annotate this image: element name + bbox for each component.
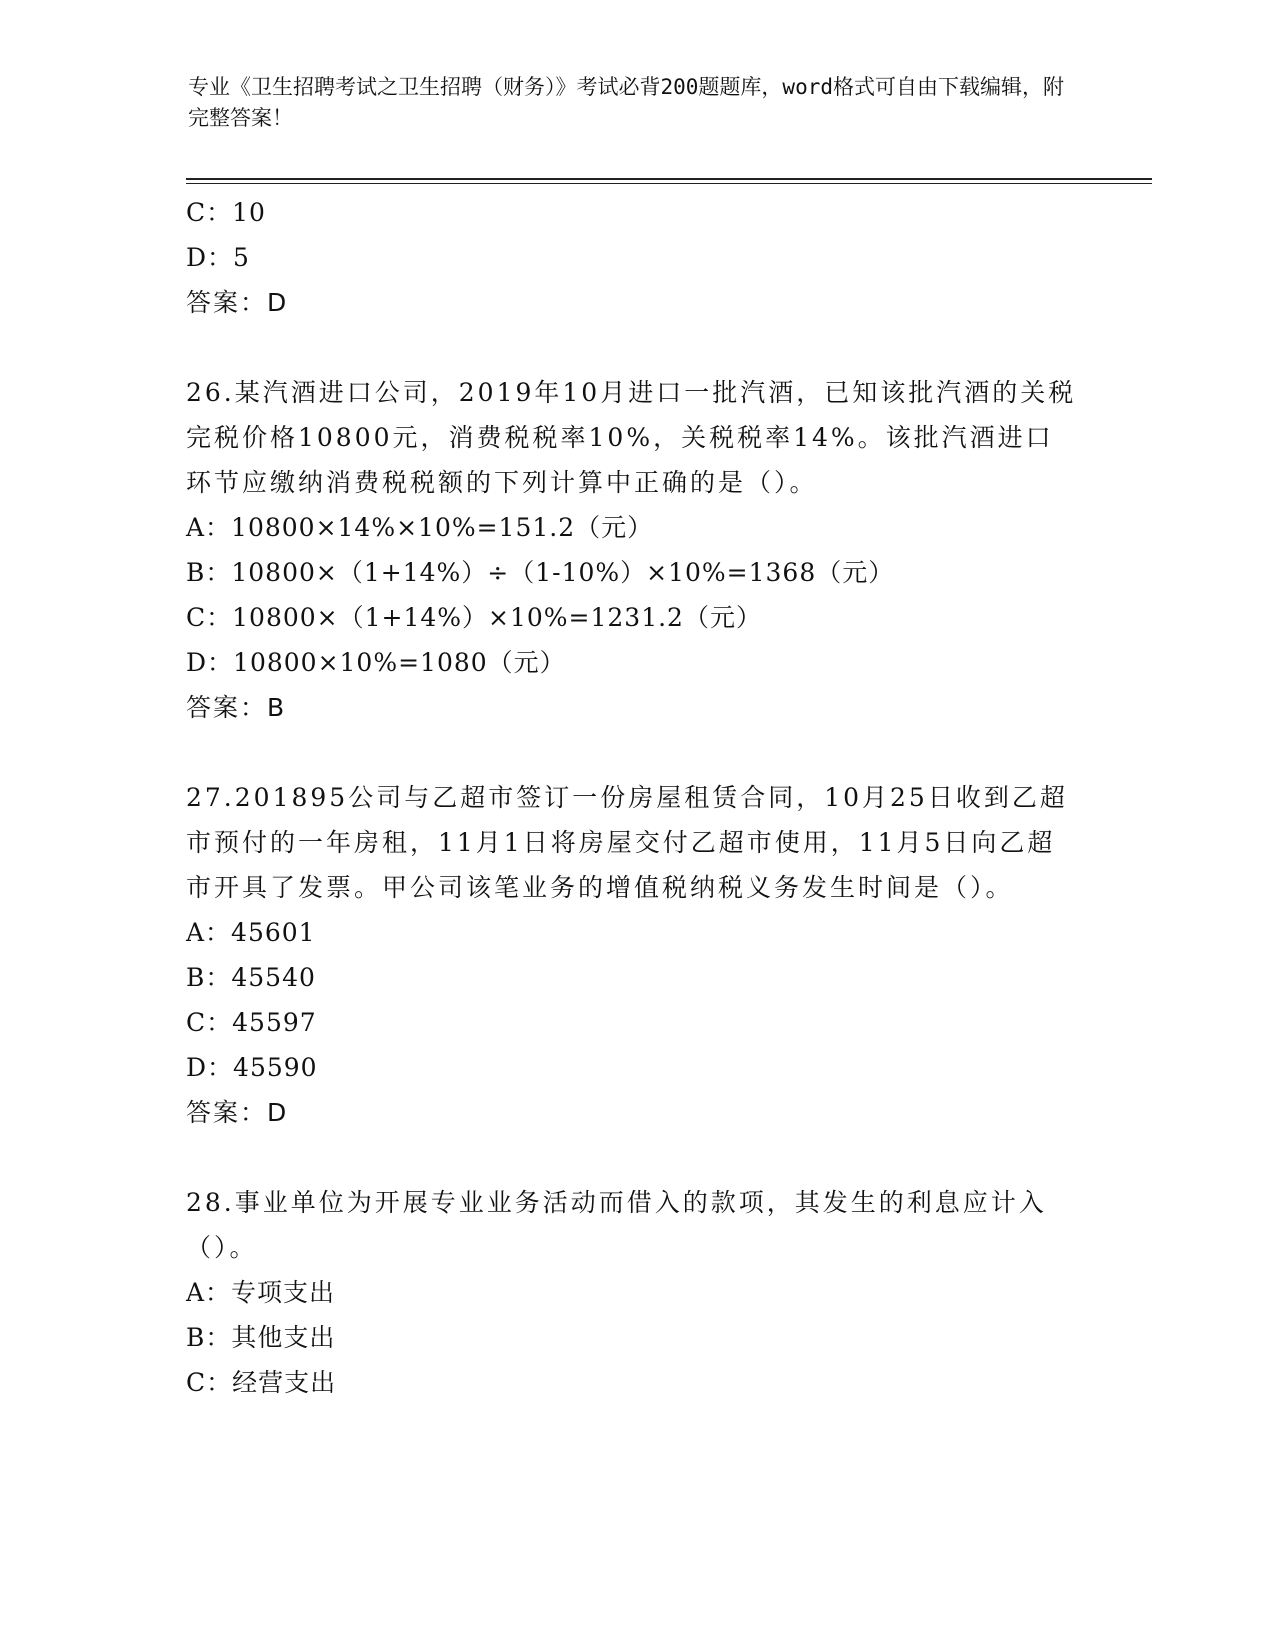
option-d: D：45590 [186, 1053, 318, 1082]
answer-line: 答案：D [186, 1098, 289, 1127]
spacer [186, 1135, 1086, 1180]
question-text: 27.201895公司与乙超市签订一份房屋租赁合同，10月25日收到乙超市预付的一年房租，11月1日将房屋交付乙超市使用，11月5日向乙超市开具了发票。甲公司该笔业务的增值税纳税义务发生时间是（）。 [186, 783, 1068, 902]
option-a: A：专项支出 [186, 1278, 336, 1307]
question-25-tail [186, 190, 1086, 325]
option-a: A：10800×14%×10%=151.2（元） [186, 513, 654, 542]
question-list [186, 190, 1086, 1405]
question-27 [186, 775, 1086, 1135]
option-c: C：经营支出 [186, 1368, 337, 1397]
question-28 [186, 1180, 1086, 1405]
option-c: C：45597 [186, 1008, 317, 1037]
option-a: A：45601 [186, 918, 316, 947]
option-b: B：其他支出 [186, 1323, 336, 1352]
option-b: B：45540 [186, 963, 316, 992]
question-text: 26.某汽酒进口公司，2019年10月进口一批汽酒，已知该批汽酒的关税完税价格10800元，消费税税率10%，关税税率14%。该批汽酒进口环节应缴纳消费税税额的下列计算中正确的是（）。 [186, 378, 1077, 497]
option-d: D：10800×10%=1080（元） [186, 648, 566, 677]
answer-line: 答案：D [186, 288, 289, 317]
spacer [186, 730, 1086, 775]
question-26 [186, 370, 1086, 730]
spacer [186, 325, 1086, 370]
header-divider-thick [186, 178, 1152, 180]
option-c: C：10 [186, 198, 266, 227]
answer-line: 答案：B [186, 693, 287, 722]
option-b: B：10800×（1+14%）÷（1-10%）×10%=1368（元） [186, 558, 895, 587]
document-header: 专业《卫生招聘考试之卫生招聘（财务）》考试必背200题题库，word格式可自由下载编辑，附完整答案！ [188, 75, 1064, 130]
header-divider-thin [186, 183, 1152, 184]
option-c: C：10800×（1+14%）×10%=1231.2（元） [186, 603, 762, 632]
question-text: 28.事业单位为开展专业业务活动而借入的款项，其发生的利息应计入（）。 [186, 1188, 1047, 1262]
option-d: D：5 [186, 243, 250, 272]
